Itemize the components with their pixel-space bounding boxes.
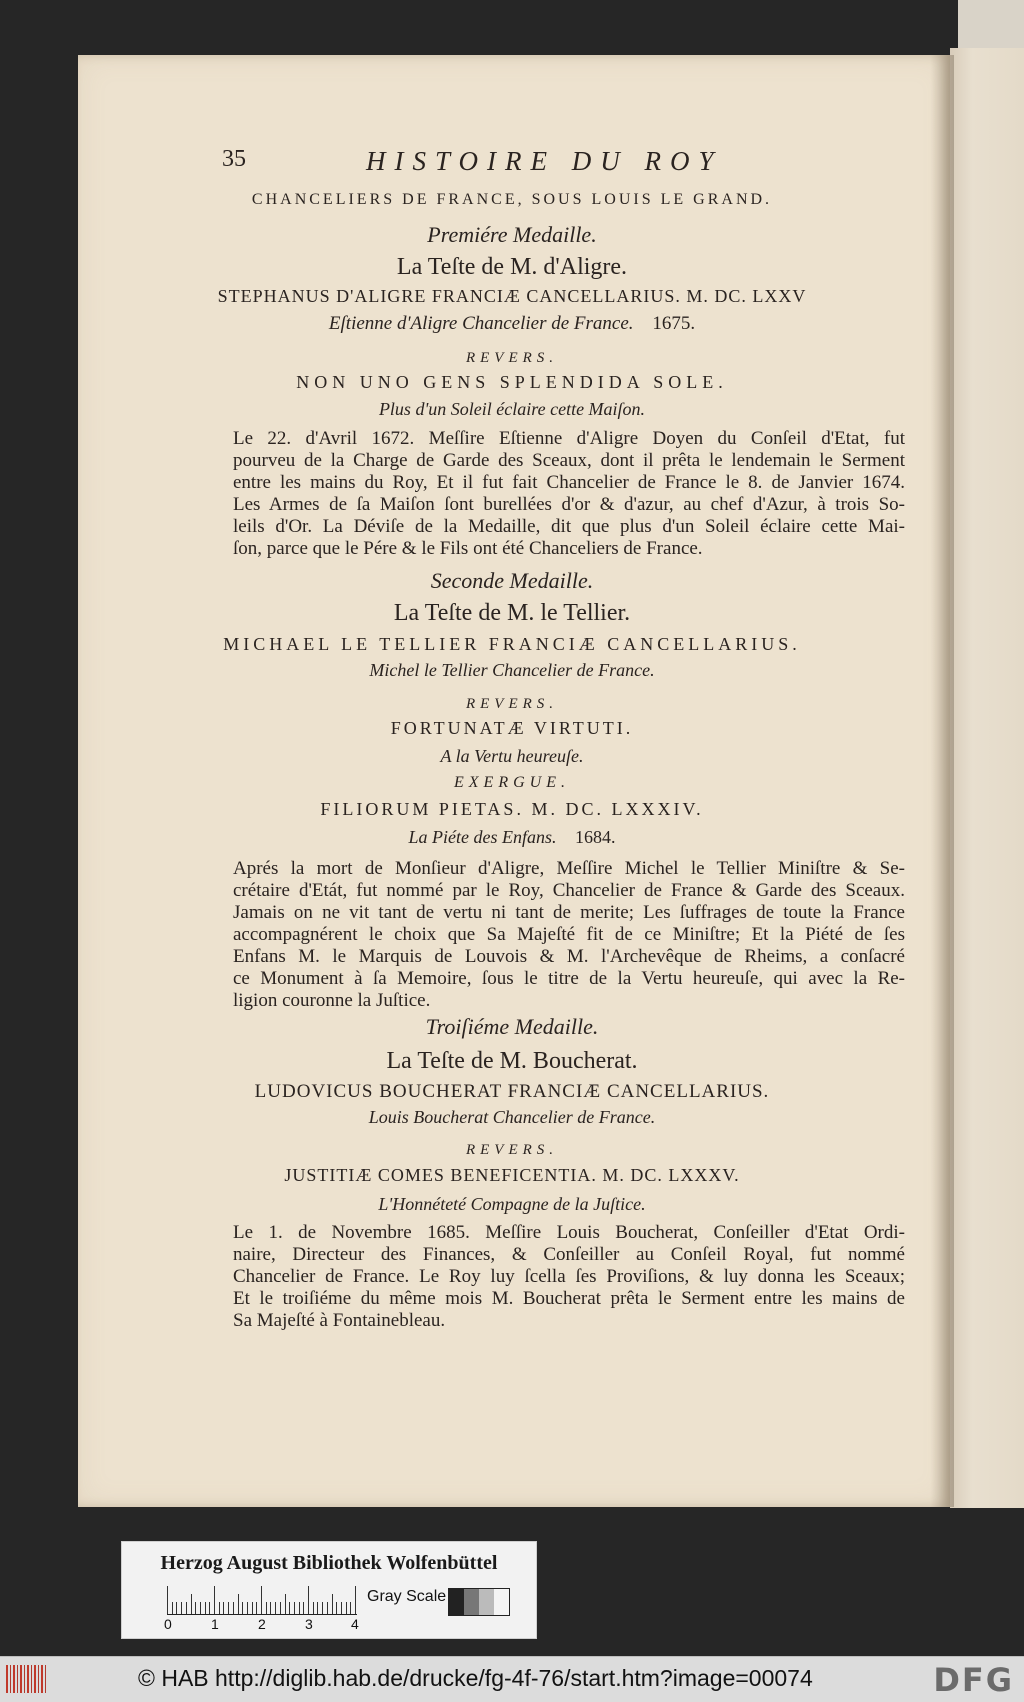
page-number: 35 — [222, 146, 246, 172]
ruler-tick — [256, 1602, 257, 1614]
medal2-year: 1684. — [574, 827, 616, 847]
ruler-tick — [341, 1602, 342, 1614]
ruler-tick — [308, 1586, 309, 1614]
ruler-tick — [242, 1602, 243, 1614]
ruler-tick — [294, 1602, 295, 1614]
paragraph-line: Aprés la mort de Monſieur d'Aligre, Meſſire Michel le Tellier Miniſtre & Se- — [233, 858, 905, 879]
ruler-tick — [350, 1602, 351, 1614]
ruler-tick — [285, 1594, 286, 1614]
ruler-tick — [172, 1602, 173, 1614]
ruler-tick — [252, 1602, 253, 1614]
medal2-revers-label: REVERS. — [465, 696, 559, 712]
ruler-tick — [303, 1602, 304, 1614]
ruler-tick — [186, 1602, 187, 1614]
medal1-revers-legend: NON UNO GENS SPLENDIDA SOLE. — [296, 372, 728, 392]
ruler-number: 1 — [211, 1616, 219, 1632]
section-title: CHANCELIERS DE FRANCE, SOUS LOUIS LE GRAND. — [251, 191, 773, 208]
medal2-head: La Teſte de M. le Tellier. — [393, 600, 631, 626]
ruler-tick — [336, 1602, 337, 1614]
medal2-heading: Seconde Medaille. — [430, 568, 594, 593]
ruler-tick — [228, 1602, 229, 1614]
footer-bar — [0, 1656, 1024, 1702]
medal2-exergue-translation: La Piéte des Enfans. — [408, 827, 557, 847]
paragraph-line: naire, Directeur des Finances, & Conſeiller au Conſeil Royal, fut nommé — [233, 1244, 905, 1265]
medal2-translation: Michel le Tellier Chancelier de France. — [369, 660, 655, 680]
medal3-head: La Teſte de M. Boucherat. — [386, 1048, 638, 1074]
gray-swatch-dark — [449, 1589, 464, 1615]
medal2-paragraph — [233, 858, 905, 1012]
ruler-tick — [205, 1602, 206, 1614]
next-page-top — [958, 0, 1024, 52]
page-header — [0, 146, 1024, 176]
ruler-tick — [355, 1586, 356, 1614]
footer-copyright-url[interactable]: © HAB http://diglib.hab.de/drucke/fg-4f-76/start.htm?image=00074 — [138, 1665, 813, 1691]
paragraph-line: pourveu de la Charge de Garde des Sceaux, dont il prêta le lendemain le Serment — [233, 450, 905, 471]
ruler-tick — [167, 1586, 168, 1614]
medal1-revers-label: REVERS. — [465, 350, 559, 366]
ruler-tick — [176, 1602, 177, 1614]
ruler-number: 2 — [258, 1616, 266, 1632]
medal2-revers-translation: A la Vertu heureuſe. — [440, 746, 584, 766]
ruler-tick — [332, 1594, 333, 1614]
ruler-tick — [209, 1602, 210, 1614]
gray-scale-label: Gray Scale — [367, 1588, 447, 1605]
paragraph-line: leils d'Or. La Déviſe de la Medaille, dit que plus d'un Soleil éclaire cette Mai- — [233, 516, 905, 537]
library-name: Herzog August Bibliothek Wolfenbüttel — [160, 1552, 498, 1574]
running-title: HISTOIRE DU ROY — [366, 146, 723, 176]
medal1-heading: Premiére Medaille. — [427, 222, 597, 247]
dfg-logo: DFG — [933, 1661, 1014, 1699]
ruler-scale — [167, 1586, 357, 1615]
medal2-revers-legend: FORTUNATÆ VIRTUTI. — [390, 718, 634, 738]
ruler-tick — [346, 1602, 347, 1614]
paragraph-line: Le 22. d'Avril 1672. Meſſire Eſtienne d'Aligre Doyen du Conſeil d'Etat, fut — [233, 428, 905, 449]
medal2-legend: MICHAEL LE TELLIER FRANCIÆ CANCELLARIUS. — [223, 634, 801, 654]
medal3-heading: Troiſiéme Medaille. — [425, 1014, 599, 1039]
ruler-number: 0 — [164, 1616, 172, 1632]
ruler-tick — [280, 1602, 281, 1614]
gray-swatch-mid — [464, 1589, 479, 1615]
medal1-year: 1675. — [652, 313, 696, 334]
medal3-translation: Louis Boucherat Chancelier de France. — [368, 1107, 656, 1127]
medal2-exergue-line — [0, 827, 1024, 848]
medal1-translation: Eſtienne d'Aligre Chancelier de France. — [328, 313, 634, 334]
gray-swatch-white — [494, 1589, 509, 1615]
medal3-revers-label: REVERS. — [465, 1142, 559, 1158]
paragraph-line: entre les mains du Roy, Et il fut fait Chancelier de France le 8. de Janvier 1674. — [233, 472, 905, 493]
ruler-number: 3 — [305, 1616, 313, 1632]
ruler-tick — [214, 1586, 215, 1614]
paragraph-line: Enfans M. le Marquis de Louvois & M. l'Archevêque de Rheims, a conſacré — [233, 946, 905, 967]
ruler-tick — [299, 1602, 300, 1614]
ruler-tick — [275, 1602, 276, 1614]
ruler-tick — [219, 1602, 220, 1614]
medal3-paragraph — [233, 1222, 905, 1332]
medal1-paragraph — [233, 428, 905, 560]
medal2-exergue-label: EXERGUE. — [454, 774, 570, 791]
paragraph-line: Jamais on ne vit tant de vertu ni tant de merite; Les ſuffrages de toute la France — [233, 902, 905, 923]
medal2-exergue-legend: FILIORUM PIETAS. M. DC. LXXXIV. — [320, 799, 704, 819]
paragraph-line: Chancelier de France. Le Roy luy ſcella ſes Proviſions, & luy donna les Sceaux; — [233, 1266, 905, 1287]
paragraph-line: ce Monument à ſa Memoire, ſous le titre de la Vertu heureuſe, qui avec la Re- — [233, 968, 905, 989]
paragraph-line: Sa Majeſté à Fontainebleau. — [233, 1310, 446, 1331]
medal1-head: La Teſte de M. d'Aligre. — [396, 254, 628, 280]
medal1-legend: STEPHANUS D'ALIGRE FRANCIÆ CANCELLARIUS. M. DC. LXXV — [217, 286, 807, 306]
ruler-tick — [191, 1594, 192, 1614]
medal1-translation-line — [0, 313, 1024, 335]
barcode-icon — [6, 1665, 48, 1693]
ruler-tick — [313, 1602, 314, 1614]
paragraph-line: crétaire d'Etát, fut nommé par le Roy, Chancelier de France & Garde des Sceaux. — [233, 880, 905, 901]
ruler-tick — [270, 1602, 271, 1614]
gray-swatch-light — [479, 1589, 494, 1615]
medal3-legend: LUDOVICUS BOUCHERAT FRANCIÆ CANCELLARIUS. — [254, 1081, 770, 1102]
color-calibration-card — [121, 1541, 537, 1639]
ruler-tick — [289, 1602, 290, 1614]
ruler-tick — [200, 1602, 201, 1614]
medal3-revers-translation: L'Honnéteté Compagne de la Juſtice. — [378, 1194, 646, 1214]
medal1-revers-translation: Plus d'un Soleil éclaire cette Maiſon. — [378, 399, 646, 419]
ruler-tick — [233, 1602, 234, 1614]
ruler-tick — [322, 1602, 323, 1614]
ruler-tick — [266, 1602, 267, 1614]
ruler-tick — [327, 1602, 328, 1614]
ruler-tick — [195, 1602, 196, 1614]
ruler-number: 4 — [351, 1616, 359, 1632]
paragraph-line: ligion couronne la Juſtice. — [233, 990, 431, 1011]
paragraph-line: accompagnérent le choix que Sa Majeſté fit de ce Miniſtre; Et la Piété de ſes — [233, 924, 905, 945]
medal3-revers-legend: JUSTITIÆ COMES BENEFICENTIA. M. DC. LXXXV. — [284, 1165, 740, 1185]
ruler-tick — [261, 1586, 262, 1614]
ruler-tick — [181, 1602, 182, 1614]
gray-scale-swatch — [448, 1588, 510, 1616]
ruler-tick — [247, 1602, 248, 1614]
paragraph-line: Le 1. de Novembre 1685. Meſſire Louis Boucherat, Conſeiller d'Etat Ordi- — [233, 1222, 905, 1243]
ruler-tick — [223, 1602, 224, 1614]
paragraph-line: Les Armes de ſa Maiſon ſont burellées d'or & d'azur, au chef d'Azur, à trois So- — [233, 494, 905, 515]
paragraph-line: ſon, parce que le Pére & le Fils ont été Chanceliers de France. — [233, 538, 703, 559]
paragraph-line: Et le troiſiéme du même mois M. Boucherat prêta le Serment entre les mains de — [233, 1288, 905, 1309]
ruler-tick — [238, 1594, 239, 1614]
ruler-tick — [317, 1602, 318, 1614]
